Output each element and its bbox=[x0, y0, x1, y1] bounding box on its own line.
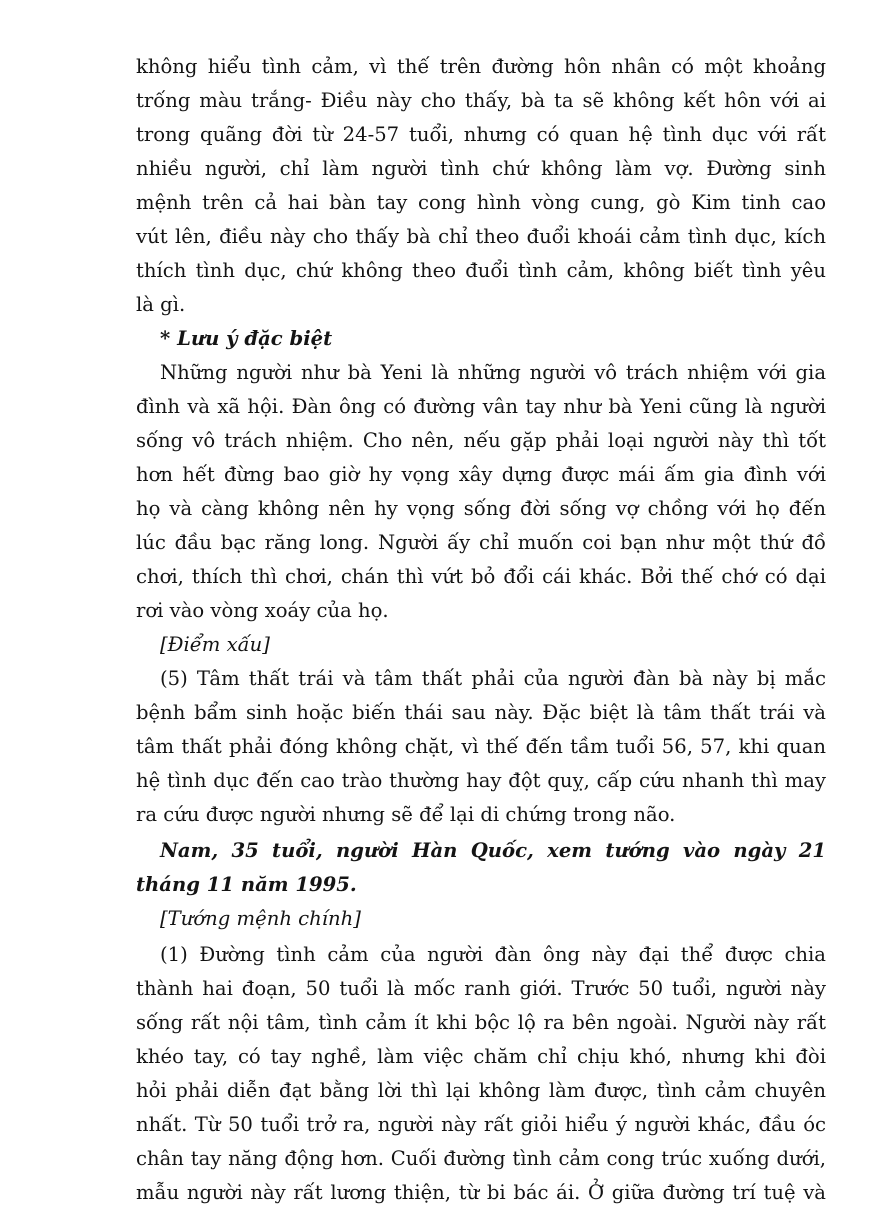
body-line: ra cứu được người nhưng sẽ để lại di chứng trong não. bbox=[136, 803, 676, 826]
body-line: chân tay năng động hơn. Cuối đường tình cảm cong trúc xuống dưới, bbox=[136, 1147, 826, 1170]
body-line: là gì. bbox=[136, 293, 186, 316]
note-heading: * Lưu ý đặc biệt bbox=[160, 327, 333, 350]
section-heading-main-fortune: [Tướng mệnh chính] bbox=[160, 907, 361, 930]
case-heading: Nam, 35 tuổi, người Hàn Quốc, xem tướng vào ngày 21 bbox=[160, 839, 826, 862]
body-line: hệ tình dục đến cao trào thường hay đột quỵ, cấp cứu nhanh thì may bbox=[136, 769, 826, 792]
body-line: mẫu người này rất lương thiện, từ bi bác ái. Ở giữa đường trí tuệ và bbox=[136, 1181, 826, 1204]
body-line: tâm thất phải đóng không chặt, vì thế đến tầm tuổi 56, 57, khi quan bbox=[136, 735, 826, 758]
body-line: sống vô trách nhiệm. Cho nên, nếu gặp phải loại người này thì tốt bbox=[136, 429, 826, 452]
section-heading-bad-point: [Điểm xấu] bbox=[160, 633, 270, 656]
body-line: không hiểu tình cảm, vì thế trên đường hôn nhân có một khoảng bbox=[136, 55, 826, 78]
body-line: mệnh trên cả hai bàn tay cong hình vòng cung, gò Kim tinh cao bbox=[136, 191, 826, 214]
body-line: đình và xã hội. Đàn ông có đường vân tay như bà Yeni cũng là người bbox=[136, 395, 826, 418]
body-line: sống rất nội tâm, tình cảm ít khi bộc lộ ra bên ngoài. Người này rất bbox=[136, 1011, 826, 1034]
body-line: lúc đầu bạc răng long. Người ấy chỉ muốn coi bạn như một thứ đồ bbox=[136, 531, 826, 554]
body-line: vút lên, điều này cho thấy bà chỉ theo đuổi khoái cảm tình dục, kích bbox=[136, 225, 826, 248]
body-line: họ và càng không nên hy vọng sống đời sống vợ chồng với họ đến bbox=[136, 497, 826, 520]
body-line: hơn hết đừng bao giờ hy vọng xây dựng được mái ấm gia đình với bbox=[136, 463, 826, 486]
body-line: khéo tay, có tay nghề, làm việc chăm chỉ chịu khó, nhưng khi đòi bbox=[136, 1045, 826, 1068]
body-line: trống màu trắng- Điều này cho thấy, bà ta sẽ không kết hôn với ai bbox=[136, 89, 826, 112]
body-line: bệnh bẩm sinh hoặc biến thái sau này. Đặc biệt là tâm thất trái và bbox=[136, 701, 826, 724]
body-line: rơi vào vòng xoáy của họ. bbox=[136, 599, 389, 622]
body-line: hỏi phải diễn đạt bằng lời thì lại không làm được, tình cảm chuyên bbox=[136, 1079, 826, 1102]
body-line: chơi, thích thì chơi, chán thì vứt bỏ đổi cái khác. Bởi thế chớ có dại bbox=[136, 565, 826, 588]
body-line: (1) Đường tình cảm của người đàn ông này đại thể được chia bbox=[160, 943, 826, 966]
body-line: thích tình dục, chứ không theo đuổi tình cảm, không biết tình yêu bbox=[136, 259, 826, 282]
body-line: thành hai đoạn, 50 tuổi là mốc ranh giới. Trước 50 tuổi, người này bbox=[136, 977, 826, 1000]
body-line: (5) Tâm thất trái và tâm thất phải của người đàn bà này bị mắc bbox=[160, 667, 826, 690]
case-heading: tháng 11 năm 1995. bbox=[136, 873, 357, 896]
body-line: nhiều người, chỉ làm người tình chứ không làm vợ. Đường sinh bbox=[136, 157, 826, 180]
body-line: nhất. Từ 50 tuổi trở ra, người này rất giỏi hiểu ý người khác, đầu óc bbox=[136, 1113, 826, 1136]
body-line: trong quãng đời từ 24-57 tuổi, nhưng có quan hệ tình dục với rất bbox=[136, 123, 826, 146]
body-line: Những người như bà Yeni là những người vô trách nhiệm với gia bbox=[160, 361, 826, 384]
